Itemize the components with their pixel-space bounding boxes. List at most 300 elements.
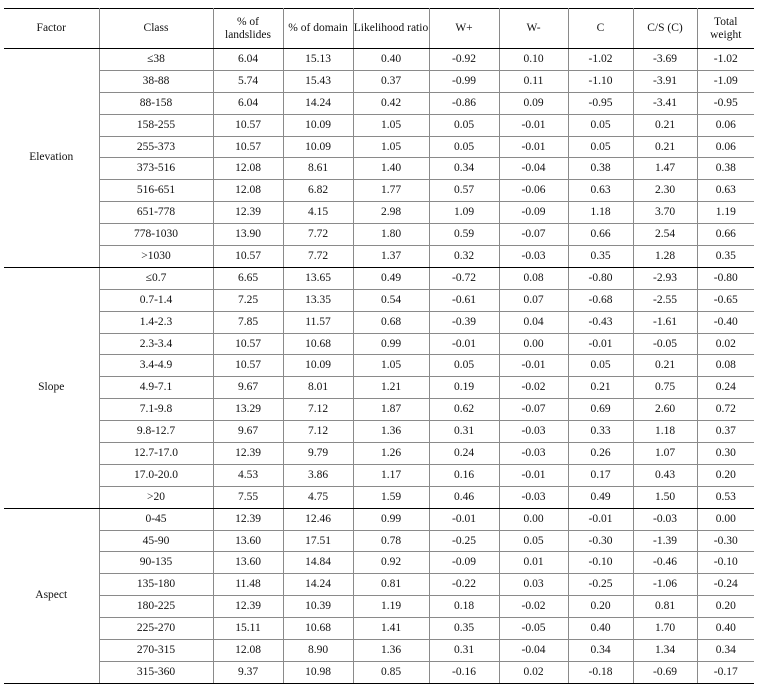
w-minus-cell: -0.02 bbox=[499, 377, 568, 399]
likelihood-ratio-cell: 1.41 bbox=[353, 618, 429, 640]
likelihood-ratio-cell: 1.05 bbox=[353, 136, 429, 158]
c-cell: 1.18 bbox=[568, 202, 633, 224]
w-plus-cell: 0.32 bbox=[429, 246, 499, 268]
c-cell: -0.30 bbox=[568, 530, 633, 552]
w-minus-cell: -0.07 bbox=[499, 399, 568, 421]
c-cell: 0.66 bbox=[568, 224, 633, 246]
w-plus-cell: 0.31 bbox=[429, 421, 499, 443]
cs-cell: 1.18 bbox=[633, 421, 697, 443]
pct-landslides-cell: 12.08 bbox=[213, 158, 283, 180]
likelihood-ratio-cell: 0.54 bbox=[353, 289, 429, 311]
class-cell: 158-255 bbox=[99, 114, 213, 136]
pct-domain-cell: 10.09 bbox=[283, 114, 353, 136]
total-weight-cell: -0.80 bbox=[697, 267, 754, 289]
header-pct-domain: % of domain bbox=[283, 9, 353, 49]
pct-landslides-cell: 12.39 bbox=[213, 443, 283, 465]
w-minus-cell: 0.08 bbox=[499, 267, 568, 289]
c-cell: 0.34 bbox=[568, 640, 633, 662]
likelihood-ratio-cell: 1.17 bbox=[353, 464, 429, 486]
w-plus-cell: -0.16 bbox=[429, 661, 499, 683]
c-cell: -0.80 bbox=[568, 267, 633, 289]
pct-domain-cell: 3.86 bbox=[283, 464, 353, 486]
table-row bbox=[4, 640, 754, 662]
cs-cell: 1.34 bbox=[633, 640, 697, 662]
class-cell: 0.7-1.4 bbox=[99, 289, 213, 311]
pct-landslides-cell: 6.04 bbox=[213, 49, 283, 71]
total-weight-cell: 0.08 bbox=[697, 355, 754, 377]
total-weight-cell: 0.37 bbox=[697, 421, 754, 443]
class-cell: 45-90 bbox=[99, 530, 213, 552]
pct-landslides-cell: 10.57 bbox=[213, 136, 283, 158]
header-class: Class bbox=[99, 9, 213, 49]
likelihood-ratio-cell: 0.99 bbox=[353, 508, 429, 530]
w-plus-cell: 0.05 bbox=[429, 355, 499, 377]
pct-domain-cell: 7.12 bbox=[283, 421, 353, 443]
pct-landslides-cell: 12.08 bbox=[213, 180, 283, 202]
likelihood-ratio-cell: 0.92 bbox=[353, 552, 429, 574]
likelihood-ratio-cell: 1.59 bbox=[353, 486, 429, 508]
c-cell: 0.05 bbox=[568, 355, 633, 377]
pct-domain-cell: 10.68 bbox=[283, 618, 353, 640]
c-cell: 0.49 bbox=[568, 486, 633, 508]
class-cell: 9.8-12.7 bbox=[99, 421, 213, 443]
table-row bbox=[4, 267, 754, 289]
table-row bbox=[4, 596, 754, 618]
class-cell: 373-516 bbox=[99, 158, 213, 180]
w-minus-cell: -0.09 bbox=[499, 202, 568, 224]
table-row bbox=[4, 246, 754, 268]
w-minus-cell: 0.04 bbox=[499, 311, 568, 333]
pct-domain-cell: 12.46 bbox=[283, 508, 353, 530]
w-minus-cell: -0.01 bbox=[499, 355, 568, 377]
pct-domain-cell: 10.68 bbox=[283, 333, 353, 355]
table-row bbox=[4, 49, 754, 71]
cs-cell: 0.21 bbox=[633, 136, 697, 158]
table-row bbox=[4, 443, 754, 465]
cs-cell: -3.91 bbox=[633, 70, 697, 92]
header-cs: C/S (C) bbox=[633, 9, 697, 49]
header-pct-landslides: % of landslides bbox=[213, 9, 283, 49]
w-minus-cell: 0.03 bbox=[499, 574, 568, 596]
w-plus-cell: 0.35 bbox=[429, 618, 499, 640]
pct-domain-cell: 8.61 bbox=[283, 158, 353, 180]
c-cell: -0.68 bbox=[568, 289, 633, 311]
pct-domain-cell: 15.13 bbox=[283, 49, 353, 71]
pct-domain-cell: 11.57 bbox=[283, 311, 353, 333]
likelihood-ratio-cell: 1.21 bbox=[353, 377, 429, 399]
class-cell: >1030 bbox=[99, 246, 213, 268]
cs-cell: 0.43 bbox=[633, 464, 697, 486]
pct-landslides-cell: 12.39 bbox=[213, 508, 283, 530]
class-cell: 135-180 bbox=[99, 574, 213, 596]
w-plus-cell: 0.05 bbox=[429, 114, 499, 136]
pct-domain-cell: 13.65 bbox=[283, 267, 353, 289]
cs-cell: -2.55 bbox=[633, 289, 697, 311]
c-cell: 0.35 bbox=[568, 246, 633, 268]
pct-landslides-cell: 10.57 bbox=[213, 114, 283, 136]
w-minus-cell: 0.00 bbox=[499, 508, 568, 530]
likelihood-ratio-cell: 0.81 bbox=[353, 574, 429, 596]
pct-landslides-cell: 10.57 bbox=[213, 246, 283, 268]
header-w-minus: W- bbox=[499, 9, 568, 49]
c-cell: 0.69 bbox=[568, 399, 633, 421]
pct-landslides-cell: 6.65 bbox=[213, 267, 283, 289]
cs-cell: -1.61 bbox=[633, 311, 697, 333]
pct-domain-cell: 7.72 bbox=[283, 246, 353, 268]
pct-landslides-cell: 6.04 bbox=[213, 92, 283, 114]
likelihood-ratio-cell: 1.05 bbox=[353, 355, 429, 377]
class-cell: 4.9-7.1 bbox=[99, 377, 213, 399]
c-cell: 0.17 bbox=[568, 464, 633, 486]
w-plus-cell: -0.99 bbox=[429, 70, 499, 92]
pct-domain-cell: 7.72 bbox=[283, 224, 353, 246]
total-weight-cell: 0.40 bbox=[697, 618, 754, 640]
likelihood-ratio-cell: 0.99 bbox=[353, 333, 429, 355]
cs-cell: -0.69 bbox=[633, 661, 697, 683]
class-cell: 12.7-17.0 bbox=[99, 443, 213, 465]
total-weight-cell: 0.20 bbox=[697, 464, 754, 486]
w-minus-cell: 0.07 bbox=[499, 289, 568, 311]
c-cell: -0.10 bbox=[568, 552, 633, 574]
w-minus-cell: -0.01 bbox=[499, 136, 568, 158]
c-cell: 0.40 bbox=[568, 618, 633, 640]
w-plus-cell: -0.72 bbox=[429, 267, 499, 289]
pct-landslides-cell: 13.60 bbox=[213, 530, 283, 552]
header-factor: Factor bbox=[4, 9, 99, 49]
class-cell: 90-135 bbox=[99, 552, 213, 574]
pct-landslides-cell: 15.11 bbox=[213, 618, 283, 640]
w-minus-cell: 0.11 bbox=[499, 70, 568, 92]
pct-domain-cell: 10.39 bbox=[283, 596, 353, 618]
table-row bbox=[4, 377, 754, 399]
table-row bbox=[4, 552, 754, 574]
table-row bbox=[4, 355, 754, 377]
total-weight-cell: 0.63 bbox=[697, 180, 754, 202]
table-body bbox=[4, 49, 754, 684]
w-plus-cell: 0.24 bbox=[429, 443, 499, 465]
table-row bbox=[4, 661, 754, 683]
c-cell: -0.18 bbox=[568, 661, 633, 683]
c-cell: -0.95 bbox=[568, 92, 633, 114]
header-w-plus: W+ bbox=[429, 9, 499, 49]
total-weight-cell: -0.65 bbox=[697, 289, 754, 311]
c-cell: 0.05 bbox=[568, 114, 633, 136]
header-row bbox=[4, 9, 754, 49]
total-weight-cell: 0.34 bbox=[697, 640, 754, 662]
likelihood-ratio-cell: 1.87 bbox=[353, 399, 429, 421]
total-weight-cell: 0.24 bbox=[697, 377, 754, 399]
total-weight-cell: -0.95 bbox=[697, 92, 754, 114]
cs-cell: 0.21 bbox=[633, 355, 697, 377]
cs-cell: 1.28 bbox=[633, 246, 697, 268]
cs-cell: -3.69 bbox=[633, 49, 697, 71]
w-minus-cell: -0.03 bbox=[499, 421, 568, 443]
w-plus-cell: -0.01 bbox=[429, 508, 499, 530]
weights-table bbox=[4, 8, 754, 684]
likelihood-ratio-cell: 0.85 bbox=[353, 661, 429, 683]
total-weight-cell: 0.06 bbox=[697, 114, 754, 136]
table-row bbox=[4, 333, 754, 355]
w-plus-cell: 0.31 bbox=[429, 640, 499, 662]
w-plus-cell: -0.92 bbox=[429, 49, 499, 71]
factor-cell: Slope bbox=[4, 267, 99, 508]
class-cell: 38-88 bbox=[99, 70, 213, 92]
table-row bbox=[4, 530, 754, 552]
total-weight-cell: -0.24 bbox=[697, 574, 754, 596]
likelihood-ratio-cell: 1.37 bbox=[353, 246, 429, 268]
total-weight-cell: 0.06 bbox=[697, 136, 754, 158]
c-cell: 0.26 bbox=[568, 443, 633, 465]
c-cell: -1.02 bbox=[568, 49, 633, 71]
table-row bbox=[4, 70, 754, 92]
table-row bbox=[4, 399, 754, 421]
cs-cell: 1.07 bbox=[633, 443, 697, 465]
table-row bbox=[4, 136, 754, 158]
likelihood-ratio-cell: 1.80 bbox=[353, 224, 429, 246]
class-cell: 255-373 bbox=[99, 136, 213, 158]
likelihood-ratio-cell: 0.78 bbox=[353, 530, 429, 552]
w-minus-cell: -0.04 bbox=[499, 640, 568, 662]
c-cell: 0.21 bbox=[568, 377, 633, 399]
table-row bbox=[4, 202, 754, 224]
w-minus-cell: 0.09 bbox=[499, 92, 568, 114]
table-row bbox=[4, 618, 754, 640]
likelihood-ratio-cell: 1.05 bbox=[353, 114, 429, 136]
w-plus-cell: 0.62 bbox=[429, 399, 499, 421]
class-cell: 7.1-9.8 bbox=[99, 399, 213, 421]
cs-cell: -1.39 bbox=[633, 530, 697, 552]
w-minus-cell: 0.01 bbox=[499, 552, 568, 574]
likelihood-ratio-cell: 1.19 bbox=[353, 596, 429, 618]
pct-landslides-cell: 5.74 bbox=[213, 70, 283, 92]
w-minus-cell: -0.03 bbox=[499, 486, 568, 508]
table-header bbox=[4, 9, 754, 49]
total-weight-cell: 0.35 bbox=[697, 246, 754, 268]
c-cell: 0.05 bbox=[568, 136, 633, 158]
pct-domain-cell: 8.01 bbox=[283, 377, 353, 399]
cs-cell: -1.06 bbox=[633, 574, 697, 596]
cs-cell: 2.30 bbox=[633, 180, 697, 202]
likelihood-ratio-cell: 0.37 bbox=[353, 70, 429, 92]
pct-domain-cell: 14.84 bbox=[283, 552, 353, 574]
w-plus-cell: 0.59 bbox=[429, 224, 499, 246]
cs-cell: 1.47 bbox=[633, 158, 697, 180]
table-row bbox=[4, 508, 754, 530]
w-plus-cell: 0.19 bbox=[429, 377, 499, 399]
factor-cell: Elevation bbox=[4, 49, 99, 268]
class-cell: ≤0.7 bbox=[99, 267, 213, 289]
likelihood-ratio-cell: 0.68 bbox=[353, 311, 429, 333]
total-weight-cell: -0.17 bbox=[697, 661, 754, 683]
c-cell: 0.63 bbox=[568, 180, 633, 202]
total-weight-cell: 0.66 bbox=[697, 224, 754, 246]
cs-cell: -0.03 bbox=[633, 508, 697, 530]
w-plus-cell: 0.57 bbox=[429, 180, 499, 202]
pct-landslides-cell: 11.48 bbox=[213, 574, 283, 596]
likelihood-ratio-cell: 1.77 bbox=[353, 180, 429, 202]
total-weight-cell: 0.30 bbox=[697, 443, 754, 465]
pct-domain-cell: 9.79 bbox=[283, 443, 353, 465]
pct-landslides-cell: 9.67 bbox=[213, 377, 283, 399]
w-minus-cell: -0.06 bbox=[499, 180, 568, 202]
header-likelihood-ratio: Likelihood ratio bbox=[353, 9, 429, 49]
table-row bbox=[4, 486, 754, 508]
pct-domain-cell: 17.51 bbox=[283, 530, 353, 552]
pct-landslides-cell: 7.85 bbox=[213, 311, 283, 333]
w-plus-cell: -0.86 bbox=[429, 92, 499, 114]
c-cell: -0.01 bbox=[568, 333, 633, 355]
w-minus-cell: -0.03 bbox=[499, 443, 568, 465]
w-minus-cell: -0.03 bbox=[499, 246, 568, 268]
total-weight-cell: 0.20 bbox=[697, 596, 754, 618]
cs-cell: 0.75 bbox=[633, 377, 697, 399]
c-cell: 0.33 bbox=[568, 421, 633, 443]
total-weight-cell: -0.10 bbox=[697, 552, 754, 574]
w-plus-cell: 0.18 bbox=[429, 596, 499, 618]
w-plus-cell: -0.01 bbox=[429, 333, 499, 355]
table-row bbox=[4, 158, 754, 180]
class-cell: 778-1030 bbox=[99, 224, 213, 246]
w-plus-cell: 1.09 bbox=[429, 202, 499, 224]
pct-landslides-cell: 12.39 bbox=[213, 596, 283, 618]
cs-cell: 0.81 bbox=[633, 596, 697, 618]
cs-cell: 0.21 bbox=[633, 114, 697, 136]
class-cell: 2.3-3.4 bbox=[99, 333, 213, 355]
likelihood-ratio-cell: 1.40 bbox=[353, 158, 429, 180]
w-plus-cell: 0.05 bbox=[429, 136, 499, 158]
w-plus-cell: -0.39 bbox=[429, 311, 499, 333]
w-minus-cell: -0.01 bbox=[499, 464, 568, 486]
pct-domain-cell: 10.09 bbox=[283, 136, 353, 158]
total-weight-cell: -0.40 bbox=[697, 311, 754, 333]
c-cell: 0.38 bbox=[568, 158, 633, 180]
pct-landslides-cell: 10.57 bbox=[213, 333, 283, 355]
total-weight-cell: 0.02 bbox=[697, 333, 754, 355]
class-cell: 0-45 bbox=[99, 508, 213, 530]
likelihood-ratio-cell: 1.36 bbox=[353, 640, 429, 662]
w-plus-cell: -0.22 bbox=[429, 574, 499, 596]
class-cell: 516-651 bbox=[99, 180, 213, 202]
pct-landslides-cell: 13.90 bbox=[213, 224, 283, 246]
w-plus-cell: -0.61 bbox=[429, 289, 499, 311]
class-cell: 180-225 bbox=[99, 596, 213, 618]
w-minus-cell: 0.10 bbox=[499, 49, 568, 71]
class-cell: 651-778 bbox=[99, 202, 213, 224]
class-cell: ≤38 bbox=[99, 49, 213, 71]
c-cell: 0.20 bbox=[568, 596, 633, 618]
header-c: C bbox=[568, 9, 633, 49]
cs-cell: -0.05 bbox=[633, 333, 697, 355]
pct-domain-cell: 8.90 bbox=[283, 640, 353, 662]
w-minus-cell: -0.04 bbox=[499, 158, 568, 180]
w-minus-cell: 0.02 bbox=[499, 661, 568, 683]
c-cell: -0.25 bbox=[568, 574, 633, 596]
pct-domain-cell: 4.15 bbox=[283, 202, 353, 224]
w-minus-cell: 0.05 bbox=[499, 530, 568, 552]
cs-cell: 2.60 bbox=[633, 399, 697, 421]
c-cell: -0.43 bbox=[568, 311, 633, 333]
table-row bbox=[4, 224, 754, 246]
pct-domain-cell: 15.43 bbox=[283, 70, 353, 92]
table-row bbox=[4, 464, 754, 486]
total-weight-cell: -0.30 bbox=[697, 530, 754, 552]
pct-landslides-cell: 10.57 bbox=[213, 355, 283, 377]
cs-cell: -0.46 bbox=[633, 552, 697, 574]
cs-cell: -2.93 bbox=[633, 267, 697, 289]
class-cell: 225-270 bbox=[99, 618, 213, 640]
pct-landslides-cell: 7.55 bbox=[213, 486, 283, 508]
total-weight-cell: 0.53 bbox=[697, 486, 754, 508]
class-cell: 1.4-2.3 bbox=[99, 311, 213, 333]
total-weight-cell: 0.00 bbox=[697, 508, 754, 530]
class-cell: >20 bbox=[99, 486, 213, 508]
pct-landslides-cell: 7.25 bbox=[213, 289, 283, 311]
likelihood-ratio-cell: 1.36 bbox=[353, 421, 429, 443]
factor-cell: Aspect bbox=[4, 508, 99, 683]
pct-landslides-cell: 13.29 bbox=[213, 399, 283, 421]
table-row bbox=[4, 289, 754, 311]
pct-domain-cell: 10.98 bbox=[283, 661, 353, 683]
table-row bbox=[4, 180, 754, 202]
class-cell: 315-360 bbox=[99, 661, 213, 683]
class-cell: 3.4-4.9 bbox=[99, 355, 213, 377]
w-minus-cell: -0.07 bbox=[499, 224, 568, 246]
pct-landslides-cell: 9.67 bbox=[213, 421, 283, 443]
cs-cell: 3.70 bbox=[633, 202, 697, 224]
header-total-weight: Total weight bbox=[697, 9, 754, 49]
likelihood-ratio-cell: 1.26 bbox=[353, 443, 429, 465]
w-minus-cell: -0.05 bbox=[499, 618, 568, 640]
w-plus-cell: -0.25 bbox=[429, 530, 499, 552]
pct-domain-cell: 4.75 bbox=[283, 486, 353, 508]
table-row bbox=[4, 92, 754, 114]
total-weight-cell: -1.09 bbox=[697, 70, 754, 92]
total-weight-cell: -1.02 bbox=[697, 49, 754, 71]
total-weight-cell: 1.19 bbox=[697, 202, 754, 224]
cs-cell: 1.70 bbox=[633, 618, 697, 640]
pct-landslides-cell: 12.08 bbox=[213, 640, 283, 662]
total-weight-cell: 0.72 bbox=[697, 399, 754, 421]
w-plus-cell: 0.16 bbox=[429, 464, 499, 486]
pct-domain-cell: 14.24 bbox=[283, 92, 353, 114]
class-cell: 17.0-20.0 bbox=[99, 464, 213, 486]
likelihood-ratio-cell: 0.40 bbox=[353, 49, 429, 71]
w-minus-cell: -0.01 bbox=[499, 114, 568, 136]
total-weight-cell: 0.38 bbox=[697, 158, 754, 180]
w-minus-cell: 0.00 bbox=[499, 333, 568, 355]
c-cell: -0.01 bbox=[568, 508, 633, 530]
cs-cell: -3.41 bbox=[633, 92, 697, 114]
w-plus-cell: 0.46 bbox=[429, 486, 499, 508]
class-cell: 270-315 bbox=[99, 640, 213, 662]
table-row bbox=[4, 311, 754, 333]
c-cell: -1.10 bbox=[568, 70, 633, 92]
cs-cell: 1.50 bbox=[633, 486, 697, 508]
pct-domain-cell: 7.12 bbox=[283, 399, 353, 421]
pct-landslides-cell: 13.60 bbox=[213, 552, 283, 574]
likelihood-ratio-cell: 0.42 bbox=[353, 92, 429, 114]
pct-domain-cell: 13.35 bbox=[283, 289, 353, 311]
cs-cell: 2.54 bbox=[633, 224, 697, 246]
pct-domain-cell: 10.09 bbox=[283, 355, 353, 377]
likelihood-ratio-cell: 0.49 bbox=[353, 267, 429, 289]
likelihood-ratio-cell: 2.98 bbox=[353, 202, 429, 224]
class-cell: 88-158 bbox=[99, 92, 213, 114]
table-row bbox=[4, 114, 754, 136]
table-row bbox=[4, 421, 754, 443]
w-plus-cell: -0.09 bbox=[429, 552, 499, 574]
w-minus-cell: -0.02 bbox=[499, 596, 568, 618]
